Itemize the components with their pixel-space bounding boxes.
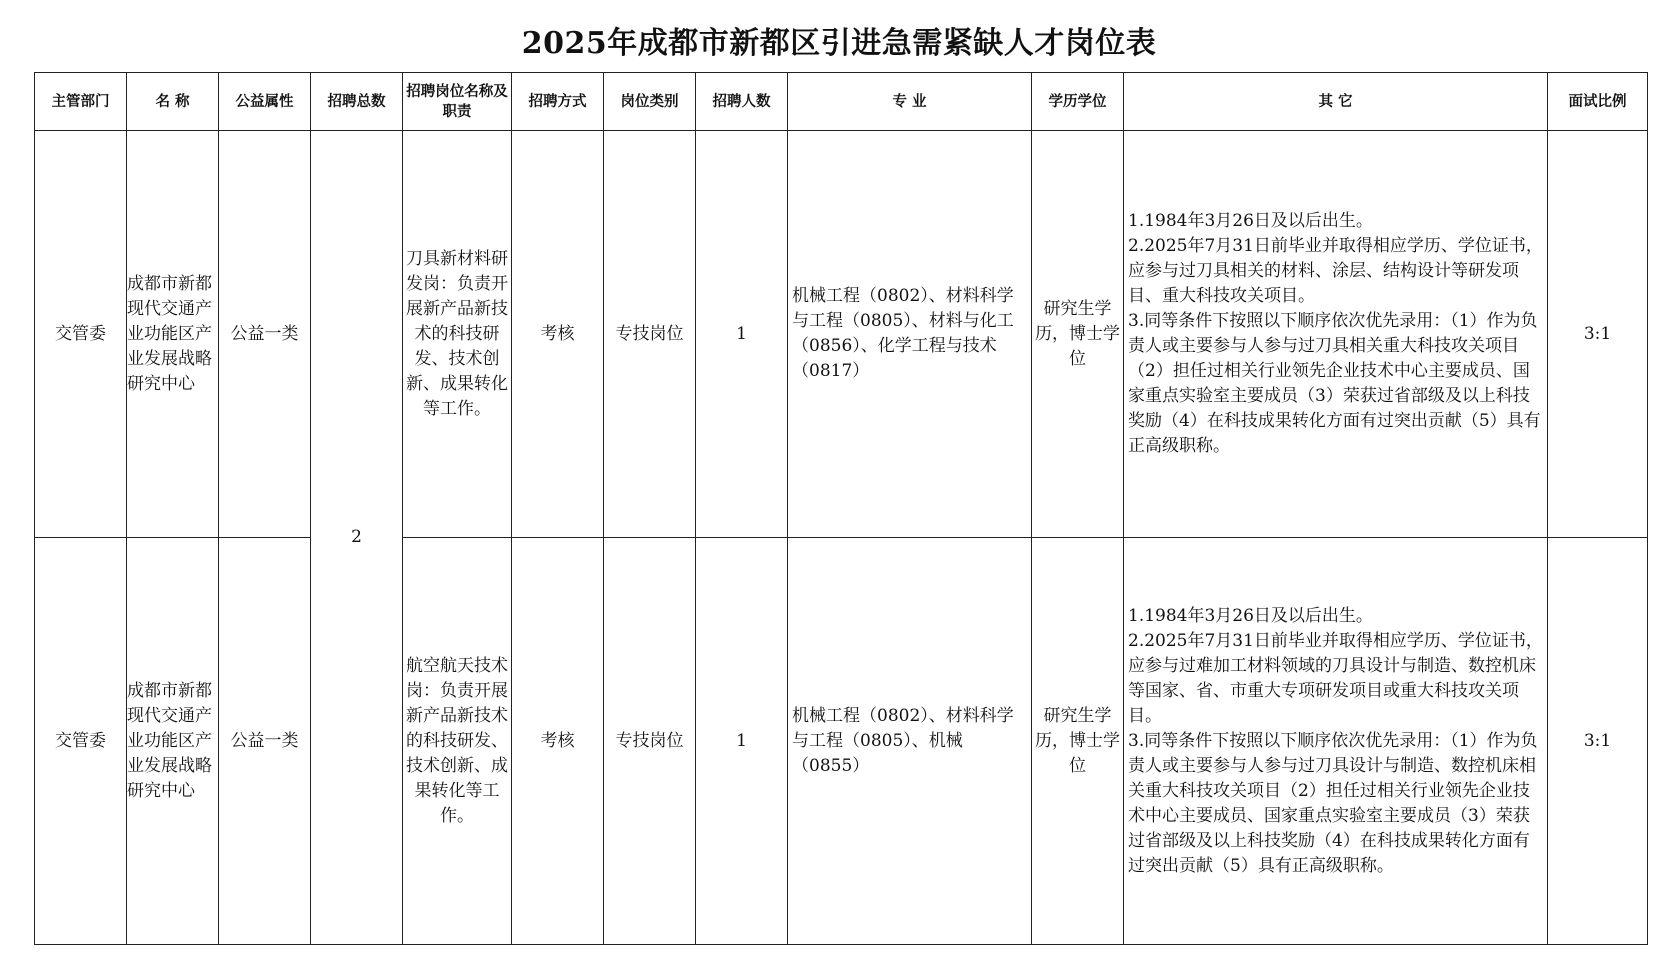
header-major: 专 业 xyxy=(788,73,1032,131)
header-count: 招聘人数 xyxy=(696,73,788,131)
major-cell: 机械工程（0802）、材料科学与工程（0805）、材料与化工（0856）、化学工程与技术（0817） xyxy=(788,131,1032,538)
degree-cell: 研究生学历，博士学位 xyxy=(1032,131,1124,538)
table-row xyxy=(35,538,1648,945)
dept-cell: 交管委 xyxy=(35,131,127,538)
org-name-cell: 成都市新都现代交通产业功能区产业发展战略研究中心 xyxy=(127,131,219,538)
other-line: 3.同等条件下按照以下顺序依次优先录用：（1）作为负责人或主要参与人参与过刀具相关重大科技攻关项目（2）担任过相关行业领先企业技术中心主要成员、国家重点实验室主要成员（3）荣获过省部级及以上科技奖励（4）在科技成果转化方面有过突出贡献（5）具有正高级职称。 xyxy=(1128,311,1541,456)
count-cell: 1 xyxy=(696,538,788,945)
org-name-cell: 成都市新都现代交通产业功能区产业发展战略研究中心 xyxy=(127,538,219,945)
document-title: 2025年成都市新都区引进急需紧缺人才岗位表 xyxy=(521,26,1157,61)
header-position: 招聘岗位名称及职责 xyxy=(403,73,512,131)
count-cell: 1 xyxy=(696,131,788,538)
other-cell xyxy=(1124,538,1548,945)
header-degree: 学历学位 xyxy=(1032,73,1124,131)
position-cell: 刀具新材料研发岗：负责开展新产品新技术的科技研发、技术创新、成果转化等工作。 xyxy=(403,131,512,538)
header-ratio: 面试比例 xyxy=(1548,73,1648,131)
header-method: 招聘方式 xyxy=(512,73,604,131)
header-row xyxy=(35,73,1648,131)
header-total: 招聘总数 xyxy=(311,73,403,131)
category-cell: 专技岗位 xyxy=(604,131,696,538)
category-cell: 专技岗位 xyxy=(604,538,696,945)
ratio-cell: 3:1 xyxy=(1548,538,1648,945)
degree-cell: 研究生学历，博士学位 xyxy=(1032,538,1124,945)
other-line: 2.2025年7月31日前毕业并取得相应学历、学位证书，应参与过难加工材料领域的刀具设计与制造、数控机床等国家、省、市重大专项研发项目或重大科技攻关项目。 xyxy=(1128,630,1543,726)
header-other: 其 它 xyxy=(1124,73,1548,131)
attribute-cell: 公益一类 xyxy=(219,131,311,538)
other-line: 1.1984年3月26日及以后出生。 xyxy=(1128,211,1373,231)
header-attribute: 公益属性 xyxy=(219,73,311,131)
ratio-cell: 3:1 xyxy=(1548,131,1648,538)
header-name: 名 称 xyxy=(127,73,219,131)
positions-table xyxy=(34,72,1648,945)
table-row xyxy=(35,131,1648,538)
position-cell: 航空航天技术岗：负责开展新产品新技术的科技研发、技术创新、成果转化等工作。 xyxy=(403,538,512,945)
total-cell: 2 xyxy=(311,131,403,945)
other-line: 2.2025年7月31日前毕业并取得相应学历、学位证书，应参与过刀具相关的材料、涂层、结构设计等研发项目、重大科技攻关项目。 xyxy=(1128,236,1543,306)
header-dept: 主管部门 xyxy=(35,73,127,131)
other-line: 3.同等条件下按照以下顺序依次优先录用：（1）作为负责人或主要参与人参与过刀具设计与制造、数控机床相关重大科技攻关项目（2）担任过相关行业领先企业技术中心主要成员、国家重点实验室主要成员（3）荣获过省部级及以上科技奖励（4）在科技成果转化方面有过突出贡献（5）具有正高级职称。 xyxy=(1128,730,1538,876)
dept-cell: 交管委 xyxy=(35,538,127,945)
attribute-cell: 公益一类 xyxy=(219,538,311,945)
method-cell: 考核 xyxy=(512,538,604,945)
other-line: 1.1984年3月26日及以后出生。 xyxy=(1128,605,1373,626)
header-category: 岗位类别 xyxy=(604,73,696,131)
other-cell xyxy=(1124,131,1548,538)
major-cell: 机械工程（0802）、材料科学与工程（0805）、机械（0855） xyxy=(788,538,1032,945)
method-cell: 考核 xyxy=(512,131,604,538)
